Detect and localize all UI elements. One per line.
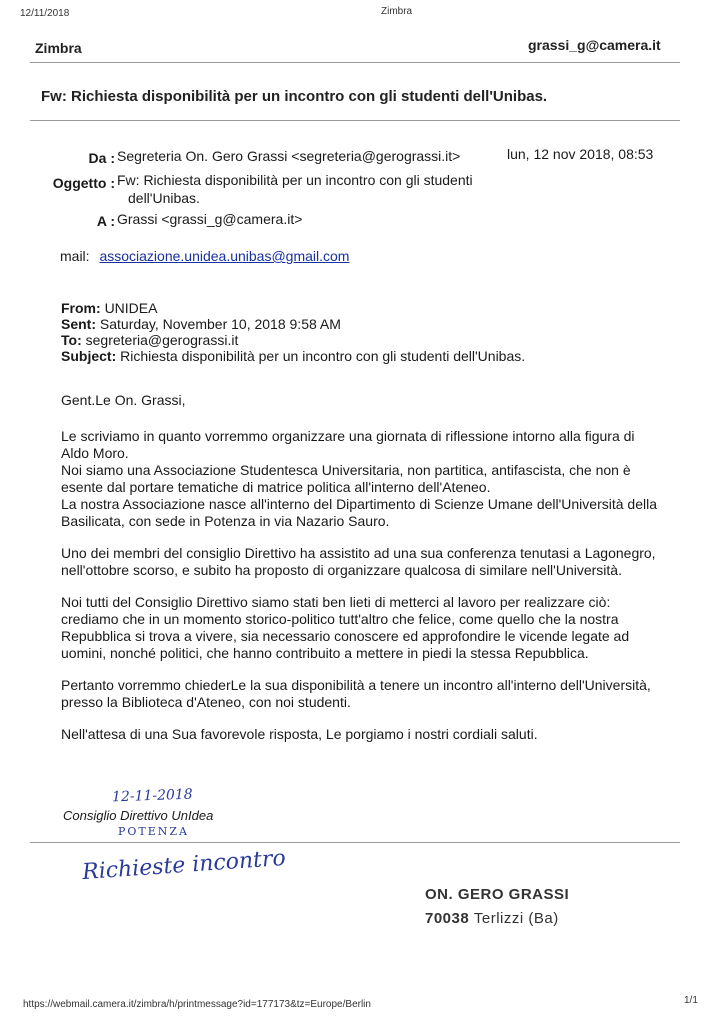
handwritten-city: POTENZA bbox=[118, 825, 189, 838]
to-value: Grassi <grassi_g@camera.it> bbox=[117, 211, 303, 227]
fwd-from-value: UNIDEA bbox=[104, 300, 158, 316]
subject-value-line1: Fw: Richiesta disponibilità per un incontro con gli studenti bbox=[117, 172, 473, 188]
closing: Nell'attesa di una Sua favorevole risposta, Le porgiamo i nostri cordiali saluti. bbox=[61, 726, 538, 742]
print-date: 12/11/2018 bbox=[20, 8, 70, 19]
fwd-to-value: segreteria@gerograssi.it bbox=[85, 332, 239, 348]
paragraph-4: Pertanto vorremmo chiederLe la sua disponibilità a tenere un incontro all'interno dell'Università, presso la Biblioteca d'Ateneo, con noi studenti. bbox=[61, 677, 651, 710]
forwarded-headers bbox=[61, 300, 525, 364]
mail-label: mail: bbox=[60, 248, 90, 264]
fwd-subject-row bbox=[61, 348, 525, 364]
from-label: Da : bbox=[88, 150, 115, 166]
print-page-number: 1/1 bbox=[684, 995, 698, 1006]
print-footer-url: https://webmail.camera.it/zimbra/h/printmessage?id=177173&tz=Europe/Berlin bbox=[23, 999, 371, 1010]
mail-row bbox=[60, 248, 349, 264]
to-label: A : bbox=[96, 213, 115, 229]
fwd-to-label: To: bbox=[61, 332, 82, 348]
stamp-city: Terlizzi (Ba) bbox=[473, 910, 559, 927]
handwritten-date: 12-11-2018 bbox=[111, 786, 193, 806]
paragraph-3: Noi tutti del Consiglio Direttivo siamo stati ben lieti di metterci al lavoro per realizzare ciò: crediamo che in un momento storico-politico tutt'altro che felice, come quello che la nostra Repubblica si trova a vivere, sia necessario conoscere ed approfondire le vicende legate ad uomini, nonché politici, che hanno contribuito a mettere in piedi la stessa Repubblica. bbox=[61, 594, 630, 661]
fwd-to-row bbox=[61, 332, 525, 348]
paragraph-1: Le scriviamo in quanto vorremmo organizzare una giornata di riflessione intorno alla figura di Aldo Moro. Noi siamo una Associazione Studentesca Universitaria, non partitica, antifascista, che non è esente dal portare tematiche di matrice politica all'interno dell'Ateneo. La nostra Associazione nasce all'interno del Dipartimento di Scienze Umane dell'Università della Basilicata, con sede in Potenza in via Nazario Sauro. bbox=[61, 428, 657, 529]
message-body bbox=[61, 392, 661, 758]
fwd-sent-row bbox=[61, 316, 525, 332]
fwd-sent-label: Sent: bbox=[61, 316, 96, 332]
zimbra-brand: Zimbra bbox=[35, 40, 82, 56]
subject-divider bbox=[30, 120, 680, 121]
fwd-subject-value: Richiesta disponibilità per un incontro con gli studenti dell'Unibas. bbox=[120, 348, 526, 364]
fwd-subject-label: Subject: bbox=[61, 348, 117, 364]
from-value: Segreteria On. Gero Grassi <segreteria@gerograssi.it> bbox=[117, 148, 461, 164]
body-divider bbox=[30, 842, 680, 843]
print-app-name: Zimbra bbox=[381, 6, 413, 17]
fwd-sent-value: Saturday, November 10, 2018 9:58 AM bbox=[99, 316, 341, 332]
stamp-name: ON. GERO GRASSI bbox=[425, 886, 570, 903]
subject-value-line2: dell'Unibas. bbox=[128, 190, 200, 206]
greeting: Gent.Le On. Grassi, bbox=[61, 392, 186, 408]
stamp-postcode: 70038 bbox=[425, 910, 470, 927]
stamp-address bbox=[425, 910, 559, 927]
fwd-from-label: From: bbox=[61, 300, 101, 316]
paragraph-2: Uno dei membri del consiglio Direttivo ha assistito ad una sua conferenza tenutasi a Lagonegro, nell'ottobre scorso, e subito ha proposto di organizzare qualcosa di similare nell'Università. bbox=[61, 545, 656, 578]
header-divider bbox=[30, 62, 680, 63]
subject-label: Oggetto : bbox=[52, 175, 115, 191]
signature: Consiglio Direttivo UnIdea bbox=[63, 808, 214, 823]
handwritten-note: Richieste incontro bbox=[81, 845, 287, 886]
message-date: lun, 12 nov 2018, 08:53 bbox=[507, 146, 654, 162]
fwd-from-row bbox=[61, 300, 525, 316]
account-email: grassi_g@camera.it bbox=[528, 37, 661, 53]
message-subject: Fw: Richiesta disponibilità per un incontro con gli studenti dell'Unibas. bbox=[41, 88, 548, 105]
mail-link[interactable]: associazione.unidea.unibas@gmail.com bbox=[99, 248, 350, 264]
